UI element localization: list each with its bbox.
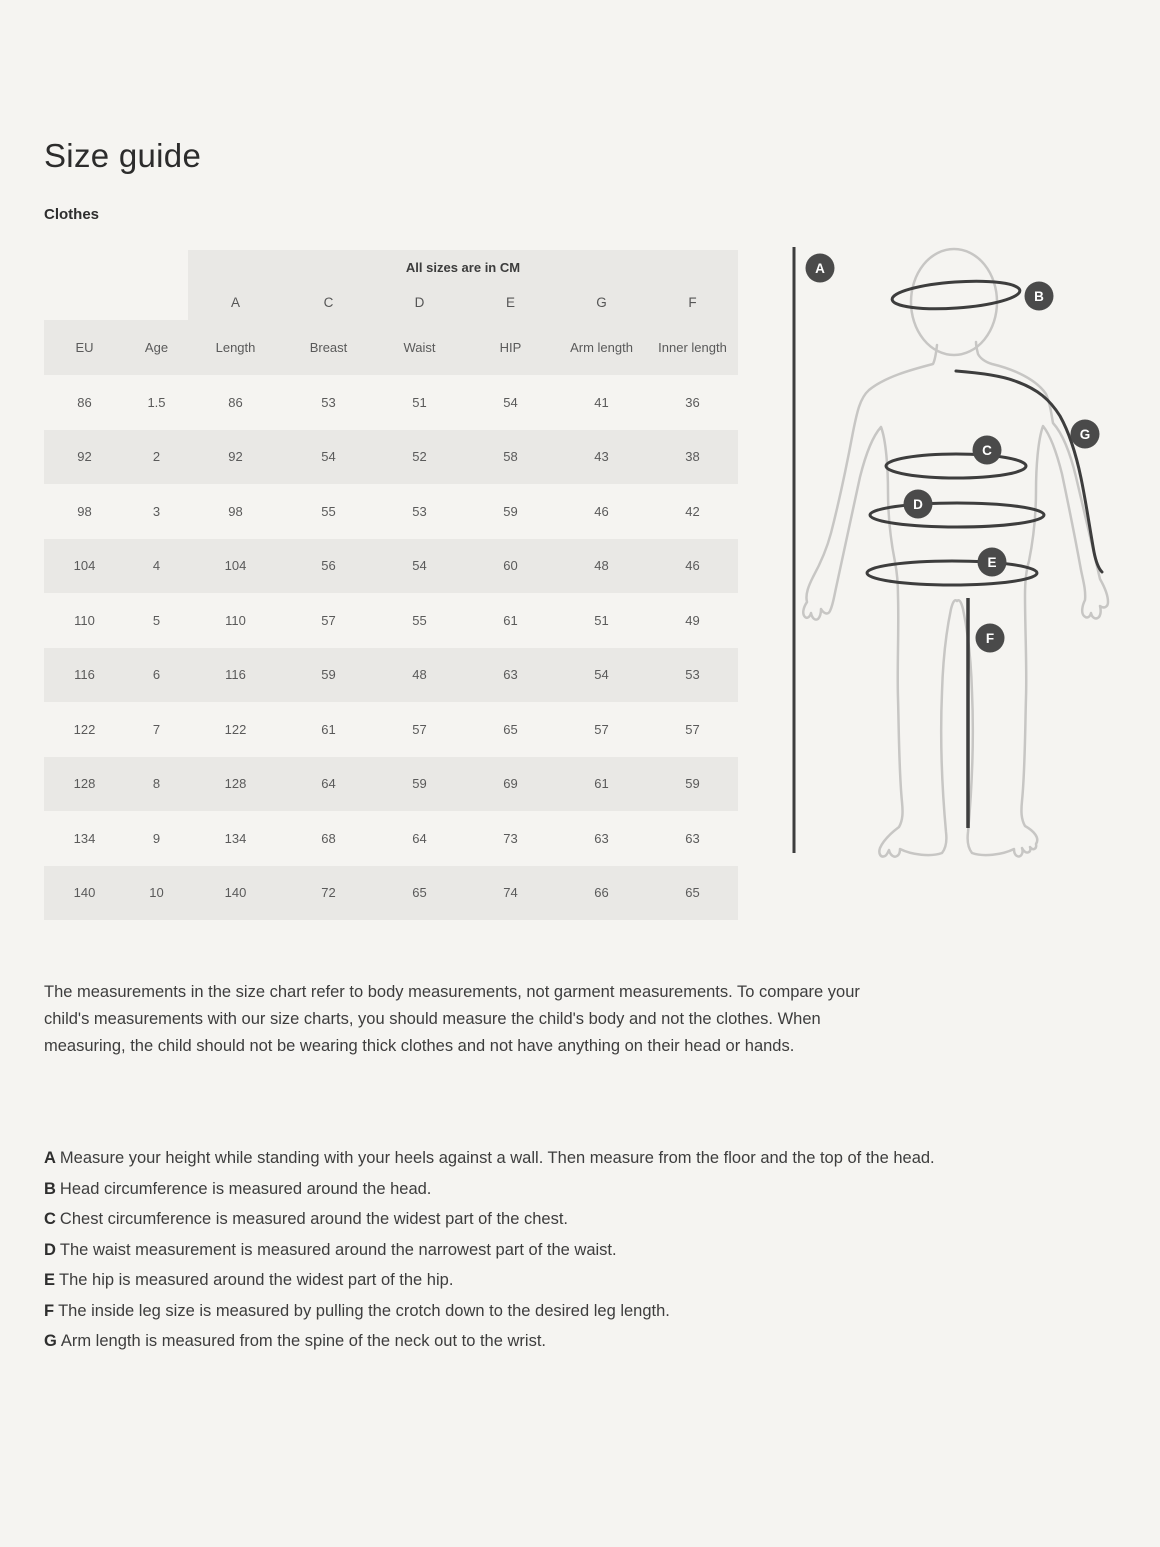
table-cell: 3 xyxy=(152,503,161,519)
table-cell: 7 xyxy=(152,721,161,737)
definition-item-b xyxy=(44,1174,984,1205)
size-table xyxy=(44,250,738,920)
letter-cell-a: A xyxy=(188,285,283,320)
marker-badge-b xyxy=(1025,282,1054,311)
marker-badge-c xyxy=(973,436,1002,465)
letter-cell-g: G xyxy=(556,285,647,320)
table-cell: 134 xyxy=(73,830,96,846)
table-cell: 64 xyxy=(412,830,427,846)
table-cell: 92 xyxy=(188,430,283,485)
table-cell: 86 xyxy=(228,394,243,410)
table-cell: 92 xyxy=(44,430,125,485)
table-cell: 51 xyxy=(412,394,427,410)
svg-text:C: C xyxy=(982,443,992,458)
table-cell: 116 xyxy=(188,648,283,703)
table-cell: 49 xyxy=(685,612,700,628)
definition-text: Chest circumference is measured around the widest part of the chest. xyxy=(59,1210,569,1228)
table-cell: 54 xyxy=(503,394,518,410)
table-cell: 61 xyxy=(321,721,336,737)
marker-badge-d xyxy=(904,490,933,519)
table-cell: 122 xyxy=(73,721,96,737)
table-cell: 4 xyxy=(125,539,188,594)
table-cell: 57 xyxy=(594,721,609,737)
table-cell: 57 xyxy=(685,721,700,737)
table-cell: 128 xyxy=(44,757,125,812)
table-cell: 6 xyxy=(125,648,188,703)
table-cell: 52 xyxy=(374,430,465,485)
definition-letter: G xyxy=(44,1332,57,1350)
letter-cell-e: E xyxy=(465,285,556,320)
table-cell: 53 xyxy=(647,648,738,703)
definition-text: Head circumference is measured around the head. xyxy=(59,1179,432,1198)
table-cell: 57 xyxy=(412,721,427,737)
definition-letter: E xyxy=(44,1271,56,1289)
table-cell: 128 xyxy=(188,757,283,812)
table-cell: 43 xyxy=(556,430,647,485)
definition-item-c xyxy=(44,1204,984,1235)
definition-letter: C xyxy=(44,1210,56,1228)
svg-text:E: E xyxy=(987,555,997,570)
table-cell: 61 xyxy=(503,612,518,628)
table-cell: 59 xyxy=(374,757,465,812)
svg-text:D: D xyxy=(913,497,923,512)
definition-text: Measure your height while standing with your heels against a wall. Then measure from the floor and the top of the head. xyxy=(59,1149,935,1167)
table-spacer xyxy=(44,250,188,285)
letter-cell-d: D xyxy=(374,285,465,320)
table-cell: 73 xyxy=(503,830,518,846)
definition-text: The hip is measured around the widest part of the hip. xyxy=(59,1271,454,1289)
definition-letter: F xyxy=(44,1301,55,1320)
table-cell: 10 xyxy=(125,866,188,921)
definition-letter: D xyxy=(44,1240,56,1259)
letter-cell-f: F xyxy=(647,285,738,320)
table-cell: 134 xyxy=(224,830,247,846)
arm-length-measure-line xyxy=(956,371,1102,572)
section-label: Clothes xyxy=(44,206,100,223)
table-cell: 54 xyxy=(556,648,647,703)
definition-item-e xyxy=(44,1265,984,1296)
definition-letter: A xyxy=(44,1149,56,1167)
column-header-waist: Waist xyxy=(374,320,465,375)
table-cell: 55 xyxy=(412,612,427,628)
table-cell: 59 xyxy=(503,503,518,519)
table-cell: 68 xyxy=(321,830,336,846)
table-cell: 61 xyxy=(556,757,647,812)
table-cell: 65 xyxy=(503,721,518,737)
waist-circumference-ellipse xyxy=(870,503,1044,527)
table-cell: 51 xyxy=(594,612,609,628)
definitions-list xyxy=(44,1143,984,1357)
table-cell: 65 xyxy=(647,866,738,921)
table-cell: 42 xyxy=(685,503,700,519)
table-cell: 86 xyxy=(77,394,92,410)
table-cell: 59 xyxy=(647,757,738,812)
table-cell: 41 xyxy=(594,394,609,410)
table-cell: 122 xyxy=(224,721,247,737)
intro-paragraph: The measurements in the size chart refer to body measurements, not garment measurements. To compare your child's measurements with our size charts, you should measure the child's body and not the clothes. When measuring, the child should not be wearing thick clothes and not have anything on their head or hands. xyxy=(44,983,860,1055)
page-title: Size guide xyxy=(44,137,202,174)
table-cell: 64 xyxy=(283,757,374,812)
table-cell: 63 xyxy=(685,830,700,846)
svg-text:A: A xyxy=(815,261,825,276)
table-cell: 140 xyxy=(188,866,283,921)
table-cell: 48 xyxy=(556,539,647,594)
table-cell: 63 xyxy=(594,830,609,846)
table-cell: 53 xyxy=(412,503,427,519)
definition-text: Arm length is measured from the spine of the neck out to the wrist. xyxy=(60,1332,546,1350)
table-cell: 38 xyxy=(647,430,738,485)
table-cell: 54 xyxy=(283,430,374,485)
table-spacer xyxy=(44,285,188,320)
head-outline xyxy=(911,249,997,355)
column-header-hip: HIP xyxy=(465,320,556,375)
table-cell: 66 xyxy=(556,866,647,921)
svg-text:G: G xyxy=(1079,427,1091,442)
table-cell: 54 xyxy=(374,539,465,594)
table-cell: 104 xyxy=(44,539,125,594)
letter-cell-c: C xyxy=(283,285,374,320)
table-cell: 1.5 xyxy=(147,394,166,410)
body-diagram xyxy=(770,230,1160,930)
marker-badge-a xyxy=(806,254,835,283)
definition-item-d xyxy=(44,1235,984,1266)
table-cell: 8 xyxy=(125,757,188,812)
units-note: All sizes are in CM xyxy=(188,250,738,285)
table-cell: 58 xyxy=(465,430,556,485)
marker-badge-f xyxy=(976,624,1005,653)
table-cell: 104 xyxy=(188,539,283,594)
table-cell: 53 xyxy=(321,394,336,410)
definition-item-f xyxy=(44,1296,984,1327)
marker-badge-e xyxy=(978,548,1007,577)
table-cell: 55 xyxy=(321,503,336,519)
table-cell: 5 xyxy=(152,612,161,628)
table-cell: 116 xyxy=(44,648,125,703)
column-header-breast: Breast xyxy=(283,320,374,375)
column-header-inner-length: Inner length xyxy=(647,320,738,375)
definition-text: The inside leg size is measured by pulling the crotch down to the desired leg length. xyxy=(58,1301,670,1320)
table-cell: 110 xyxy=(225,612,246,628)
table-cell: 65 xyxy=(374,866,465,921)
table-cell: 63 xyxy=(465,648,556,703)
table-cell: 69 xyxy=(465,757,556,812)
table-cell: 2 xyxy=(125,430,188,485)
table-cell: 48 xyxy=(374,648,465,703)
table-cell: 60 xyxy=(465,539,556,594)
table-cell: 140 xyxy=(44,866,125,921)
table-cell: 36 xyxy=(685,394,700,410)
chest-circumference-ellipse xyxy=(886,454,1026,478)
table-cell: 57 xyxy=(321,612,336,628)
column-header-arm-length: Arm length xyxy=(556,320,647,375)
marker-badge-g xyxy=(1071,420,1100,449)
definition-text: The waist measurement is measured around the narrowest part of the waist. xyxy=(59,1240,617,1259)
table-cell: 56 xyxy=(283,539,374,594)
definition-item-a xyxy=(44,1143,984,1174)
hip-circumference-ellipse xyxy=(867,561,1037,585)
definition-letter: B xyxy=(44,1179,56,1198)
table-cell: 59 xyxy=(283,648,374,703)
column-header-eu: EU xyxy=(44,320,125,375)
table-cell: 98 xyxy=(228,503,243,519)
svg-text:B: B xyxy=(1034,289,1044,304)
table-cell: 72 xyxy=(283,866,374,921)
table-cell: 110 xyxy=(74,612,95,628)
table-cell: 98 xyxy=(77,503,92,519)
table-cell: 46 xyxy=(647,539,738,594)
table-cell: 9 xyxy=(152,830,161,846)
table-cell: 74 xyxy=(465,866,556,921)
table-cell: 46 xyxy=(594,503,609,519)
svg-text:F: F xyxy=(985,631,995,646)
column-header-length: Length xyxy=(188,320,283,375)
column-header-age: Age xyxy=(125,320,188,375)
definition-item-g xyxy=(44,1326,984,1357)
